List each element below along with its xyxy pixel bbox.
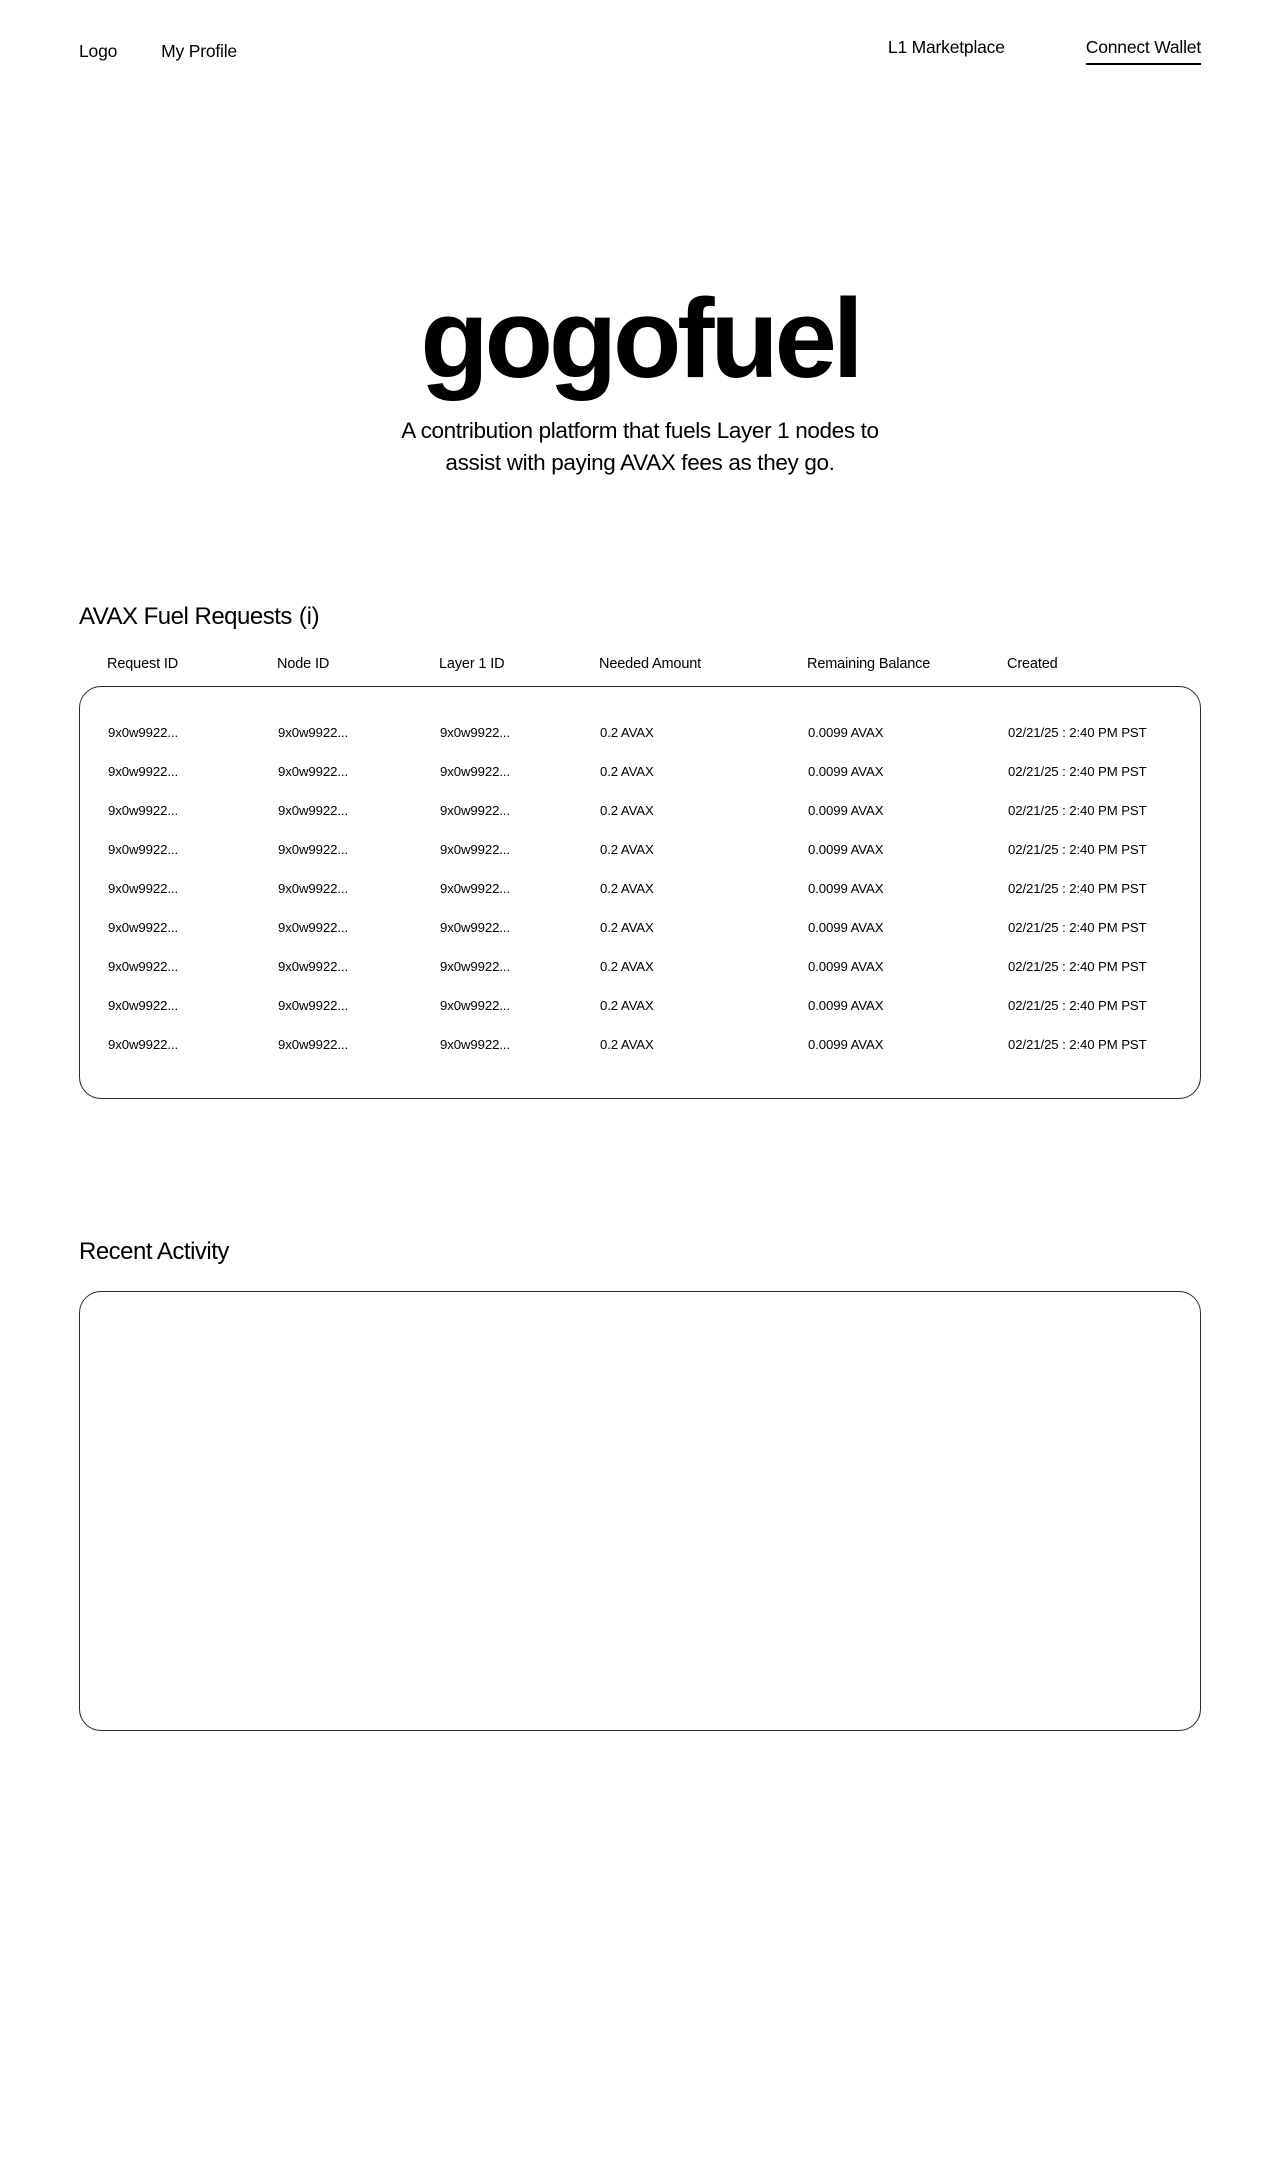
cell-needed-amount: 0.2 AVAX <box>600 920 654 935</box>
cell-request-id: 9x0w9922... <box>108 725 179 740</box>
table-row[interactable] <box>108 752 1172 791</box>
cell-needed-amount: 0.2 AVAX <box>600 764 654 779</box>
site-header <box>0 0 1280 104</box>
cell-node-id: 9x0w9922... <box>278 803 349 818</box>
cell-remaining-balance: 0.0099 AVAX <box>808 725 884 740</box>
column-header-node-id: Node ID <box>277 656 330 672</box>
cell-request-id: 9x0w9922... <box>108 959 179 974</box>
cell-node-id: 9x0w9922... <box>278 842 349 857</box>
cell-created: 02/21/25 : 2:40 PM PST <box>1008 1037 1147 1052</box>
cell-created: 02/21/25 : 2:40 PM PST <box>1008 803 1147 818</box>
cell-created: 02/21/25 : 2:40 PM PST <box>1008 959 1147 974</box>
cell-created: 02/21/25 : 2:40 PM PST <box>1008 842 1147 857</box>
cell-needed-amount: 0.2 AVAX <box>600 998 654 1013</box>
column-header-request-id: Request ID <box>107 656 179 672</box>
cell-layer-1-id: 9x0w9922... <box>440 920 511 935</box>
cell-layer-1-id: 9x0w9922... <box>440 725 511 740</box>
cell-node-id: 9x0w9922... <box>278 725 349 740</box>
cell-created: 02/21/25 : 2:40 PM PST <box>1008 920 1147 935</box>
cell-node-id: 9x0w9922... <box>278 764 349 779</box>
cell-request-id: 9x0w9922... <box>108 1037 179 1052</box>
recent-activity-heading <box>79 1240 229 1264</box>
cell-request-id: 9x0w9922... <box>108 803 179 818</box>
column-header-created: Created <box>1007 656 1058 672</box>
cell-remaining-balance: 0.0099 AVAX <box>808 803 884 818</box>
cell-layer-1-id: 9x0w9922... <box>440 998 511 1013</box>
hero-subtitle-line-2: assist with paying AVAX fees as they go. <box>445 450 835 476</box>
nav-logo[interactable]: Logo <box>79 41 118 62</box>
cell-needed-amount: 0.2 AVAX <box>600 842 654 857</box>
fuel-requests-heading-label: AVAX Fuel Requests <box>79 603 292 630</box>
nav-my-profile[interactable]: My Profile <box>161 41 237 62</box>
cell-remaining-balance: 0.0099 AVAX <box>808 998 884 1013</box>
table-row[interactable] <box>108 947 1172 986</box>
hero-subtitle-line-1: A contribution platform that fuels Layer 1 nodes to <box>401 418 879 444</box>
fuel-requests-table <box>79 656 1201 1099</box>
column-header-layer-1-id: Layer 1 ID <box>439 656 505 672</box>
cell-needed-amount: 0.2 AVAX <box>600 1037 654 1052</box>
hero-subtitle <box>0 415 1280 479</box>
table-row[interactable] <box>108 1025 1172 1064</box>
cell-layer-1-id: 9x0w9922... <box>440 959 511 974</box>
cell-node-id: 9x0w9922... <box>278 959 349 974</box>
table-header-row <box>79 656 1201 672</box>
cell-remaining-balance: 0.0099 AVAX <box>808 1037 884 1052</box>
page-title: gogofuel <box>420 276 860 401</box>
recent-activity-heading-label: Recent Activity <box>79 1238 229 1265</box>
cell-created: 02/21/25 : 2:40 PM PST <box>1008 725 1147 740</box>
cell-layer-1-id: 9x0w9922... <box>440 881 511 896</box>
recent-activity-section <box>79 1240 1201 1731</box>
cell-needed-amount: 0.2 AVAX <box>600 881 654 896</box>
primary-nav-right <box>887 36 1201 66</box>
cell-remaining-balance: 0.0099 AVAX <box>808 959 884 974</box>
cell-remaining-balance: 0.0099 AVAX <box>808 920 884 935</box>
cell-node-id: 9x0w9922... <box>278 881 349 896</box>
column-header-needed-amount: Needed Amount <box>599 656 702 672</box>
cell-layer-1-id: 9x0w9922... <box>440 1037 511 1052</box>
cell-remaining-balance: 0.0099 AVAX <box>808 764 884 779</box>
cell-node-id: 9x0w9922... <box>278 1037 349 1052</box>
cell-needed-amount: 0.2 AVAX <box>600 803 654 818</box>
cell-request-id: 9x0w9922... <box>108 920 179 935</box>
nav-l1-marketplace[interactable]: L1 Marketplace <box>887 36 1005 57</box>
cell-layer-1-id: 9x0w9922... <box>440 764 511 779</box>
cell-node-id: 9x0w9922... <box>278 920 349 935</box>
table-row[interactable] <box>108 713 1172 752</box>
fuel-requests-heading <box>79 605 319 629</box>
table-row[interactable] <box>108 830 1172 869</box>
cell-request-id: 9x0w9922... <box>108 998 179 1013</box>
cell-remaining-balance: 0.0099 AVAX <box>808 842 884 857</box>
cell-remaining-balance: 0.0099 AVAX <box>808 881 884 896</box>
table-row[interactable] <box>108 908 1172 947</box>
fuel-requests-card <box>79 686 1201 1099</box>
table-row[interactable] <box>108 791 1172 830</box>
primary-nav-left <box>79 43 237 61</box>
column-header-remaining-balance: Remaining Balance <box>807 656 931 672</box>
table-row[interactable] <box>108 869 1172 908</box>
cell-node-id: 9x0w9922... <box>278 998 349 1013</box>
table-row[interactable] <box>108 986 1172 1025</box>
fuel-requests-section <box>79 605 1201 1099</box>
nav-connect-wallet[interactable]: Connect Wallet <box>1086 39 1201 66</box>
cell-needed-amount: 0.2 AVAX <box>600 959 654 974</box>
cell-layer-1-id: 9x0w9922... <box>440 842 511 857</box>
cell-request-id: 9x0w9922... <box>108 842 179 857</box>
cell-created: 02/21/25 : 2:40 PM PST <box>1008 998 1147 1013</box>
cell-created: 02/21/25 : 2:40 PM PST <box>1008 764 1147 779</box>
recent-activity-card <box>79 1291 1201 1731</box>
cell-request-id: 9x0w9922... <box>108 881 179 896</box>
cell-layer-1-id: 9x0w9922... <box>440 803 511 818</box>
info-icon[interactable]: (i) <box>298 603 320 630</box>
cell-created: 02/21/25 : 2:40 PM PST <box>1008 881 1147 896</box>
cell-request-id: 9x0w9922... <box>108 764 179 779</box>
cell-needed-amount: 0.2 AVAX <box>600 725 654 740</box>
hero-section <box>0 276 1280 479</box>
